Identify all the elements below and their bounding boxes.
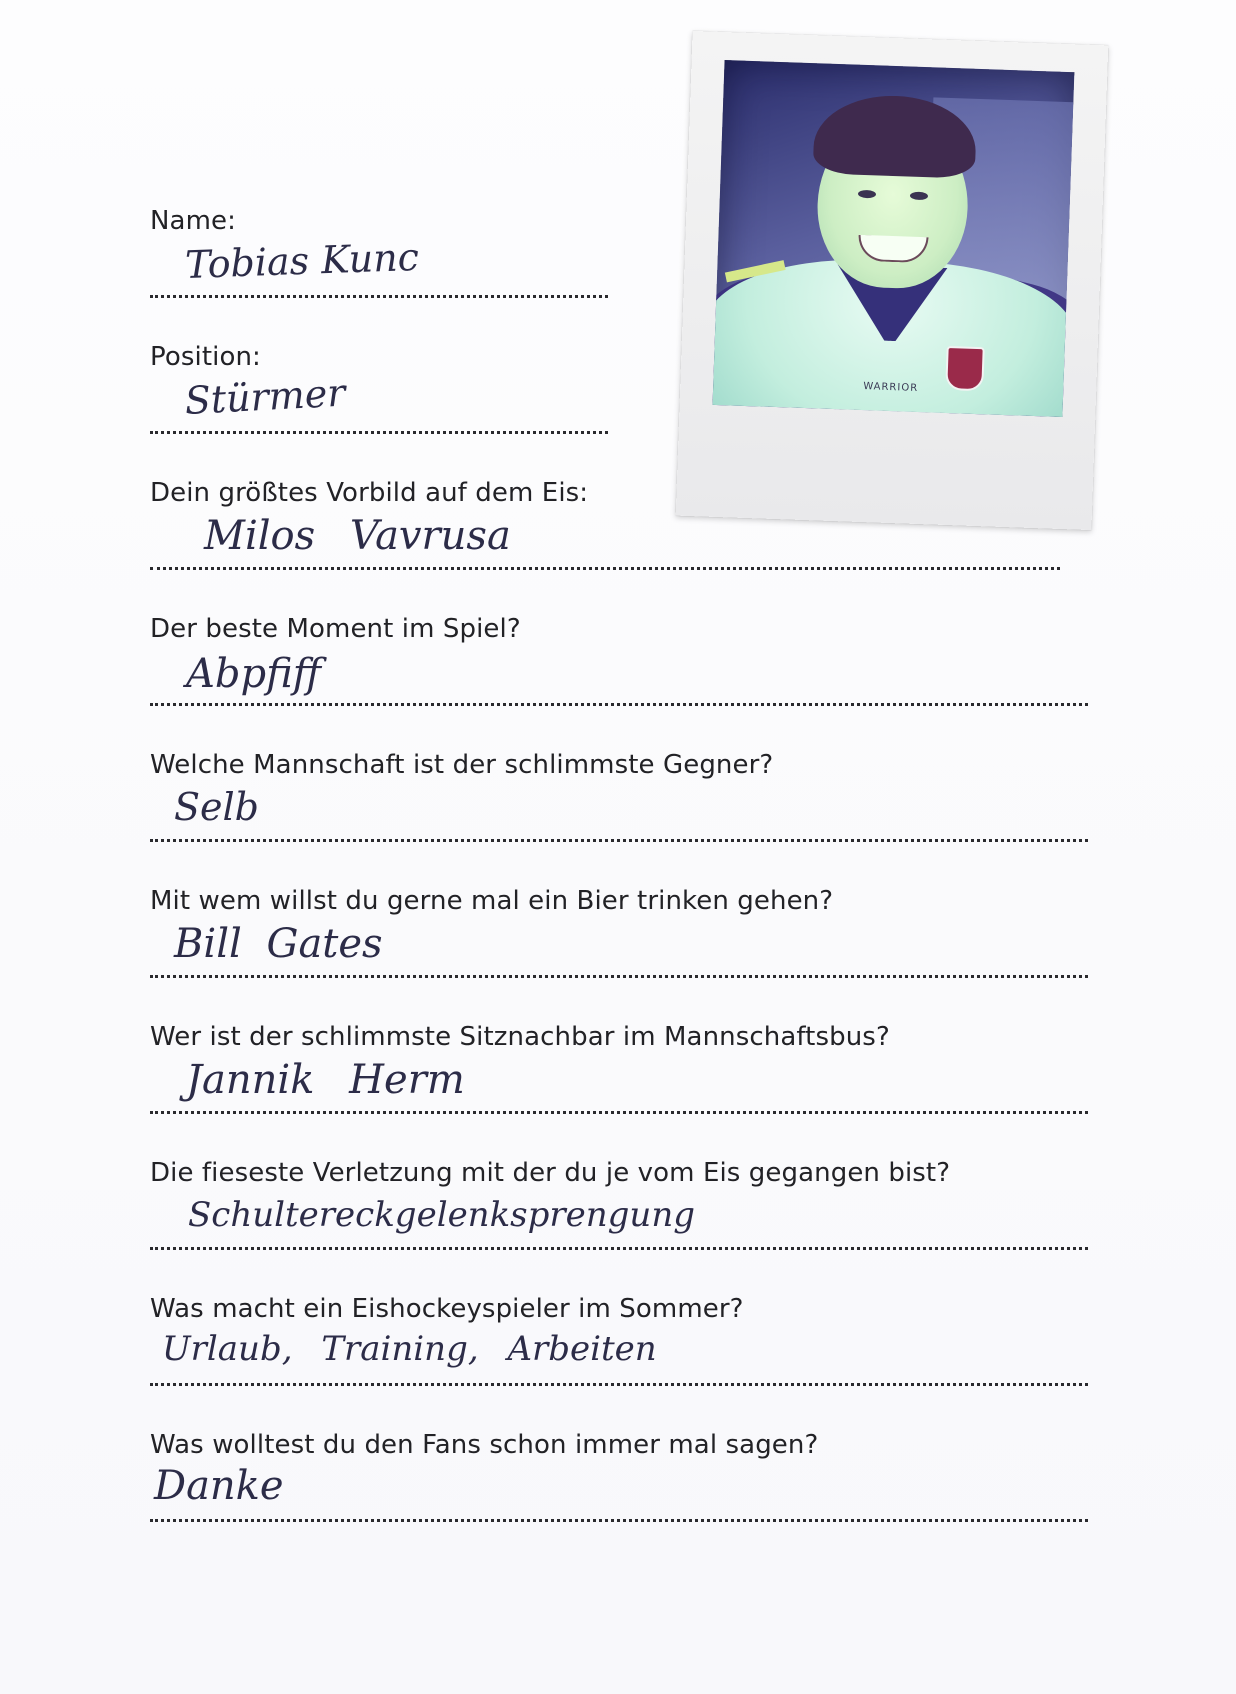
handwritten-answer: Stürmer — [183, 370, 347, 423]
answer-line — [150, 295, 608, 298]
handwritten-answer: Urlaub, Training, Arbeiten — [162, 1329, 657, 1369]
field-name — [150, 205, 420, 287]
answer-line — [150, 1247, 1088, 1250]
field-verletzung — [150, 1157, 951, 1235]
field-bier — [150, 885, 834, 967]
answer-line — [150, 567, 1060, 570]
handwritten-answer: Abpfiff — [186, 651, 322, 697]
question-label: Welche Mannschaft ist der schlimmste Gegner? — [150, 750, 774, 780]
question-label: Mit wem willst du gerne mal ein Bier trinken gehen? — [150, 886, 834, 916]
field-sitznachbar — [150, 1021, 890, 1103]
answer-line — [150, 1111, 1088, 1114]
field-moment — [150, 613, 521, 697]
handwritten-answer: Milos Vavrusa — [204, 513, 511, 559]
handwritten-answer: Selb — [174, 785, 259, 829]
question-label: Wer ist der schlimmste Sitznachbar im Mannschaftsbus? — [150, 1022, 890, 1052]
answer-line — [150, 839, 1088, 842]
question-label: Name: — [150, 206, 236, 236]
field-vorbild — [150, 477, 589, 559]
team-crest-icon — [945, 346, 985, 391]
question-label: Was wolltest du den Fans schon immer mal sagen? — [150, 1430, 819, 1460]
answer-line — [150, 431, 608, 434]
answer-line — [150, 975, 1088, 978]
question-label: Dein größtes Vorbild auf dem Eis: — [150, 478, 589, 508]
field-gegner — [150, 749, 774, 829]
answer-line — [150, 1383, 1088, 1386]
eye-left — [858, 190, 876, 199]
handwritten-answer: Jannik Herm — [186, 1057, 465, 1103]
question-label: Position: — [150, 342, 261, 372]
handwritten-answer: Bill Gates — [174, 921, 383, 967]
handwritten-answer: Schultereckgelenksprengung — [188, 1195, 695, 1235]
question-label: Die fieseste Verletzung mit der du je vom Eis gegangen bist? — [150, 1158, 951, 1188]
handwritten-answer: Tobias Kunc — [184, 234, 420, 287]
player-photo — [713, 60, 1075, 417]
question-label: Der beste Moment im Spiel? — [150, 614, 521, 644]
answer-line — [150, 703, 1088, 706]
handwritten-answer: Danke — [154, 1463, 284, 1509]
answer-line — [150, 1519, 1088, 1522]
field-sommer — [150, 1293, 744, 1369]
field-fans — [150, 1429, 819, 1509]
question-label: Was macht ein Eishockeyspieler im Sommer? — [150, 1294, 744, 1324]
eye-right — [910, 192, 928, 201]
polaroid-photo-frame — [676, 31, 1109, 530]
jersey-brand-logo: WARRIOR — [863, 381, 919, 394]
field-position — [150, 341, 347, 423]
